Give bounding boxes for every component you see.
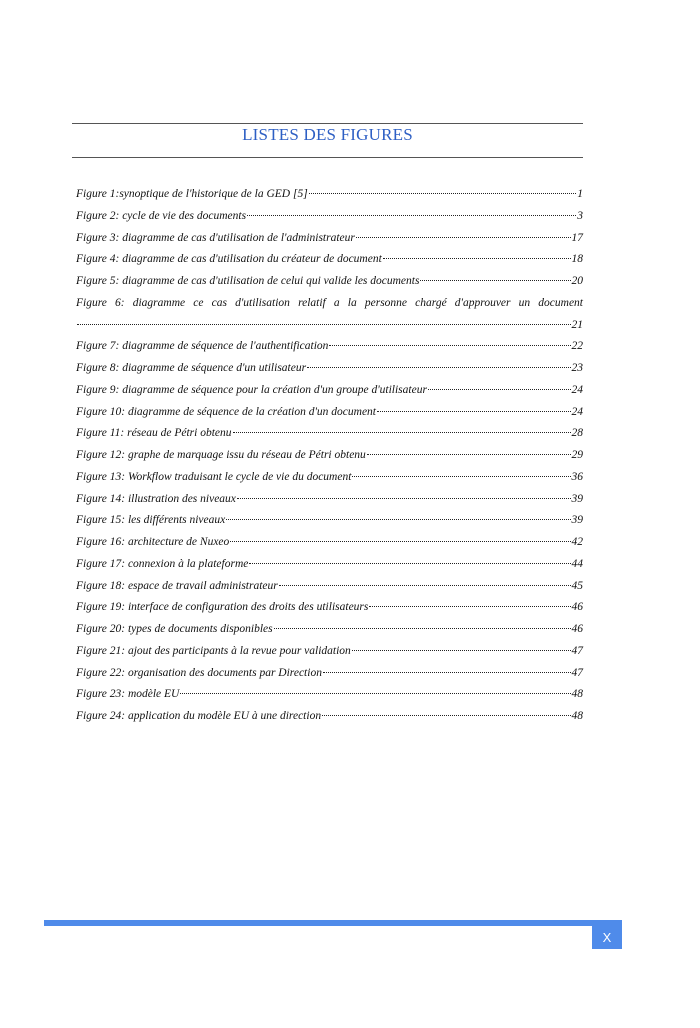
toc-entry-page: 46 — [571, 623, 583, 635]
toc-entry-figure-21[interactable] — [76, 645, 583, 667]
toc-entry-label: Figure 1:synoptique de l'historique de la GED [5] — [76, 188, 308, 200]
toc-entry-page: 1 — [577, 188, 583, 200]
toc-entry-page: 24 — [571, 405, 583, 418]
toc-entry-figure-18[interactable] — [76, 580, 583, 602]
toc-entry-label: Figure 24: application du modèle EU à une direction — [76, 710, 322, 722]
toc-entry-label: Figure 22: organisation des documents par Direction — [76, 666, 322, 679]
toc-entry-figure-19[interactable] — [76, 601, 583, 623]
toc-entry-figure-10[interactable] — [76, 406, 583, 428]
toc-entry-figure-2[interactable] — [76, 210, 583, 232]
toc-entry-label: Figure 12: graphe de marquage issu du réseau de Pétri obtenu — [76, 449, 366, 461]
toc-entry-figure-24[interactable] — [76, 710, 583, 732]
dot-leader — [226, 519, 570, 520]
toc-entry-page: 22 — [571, 340, 583, 353]
toc-entry-page: 47 — [571, 666, 583, 679]
page-number-badge: X — [592, 926, 622, 949]
toc-entry-label: Figure 16: architecture de Nuxeo — [76, 536, 230, 548]
dot-leader — [329, 345, 570, 346]
toc-entry-label: Figure 14: illustration des niveaux — [76, 492, 236, 505]
toc-entry-label: Figure 6: diagramme ce cas d'utilisation relatif a la personne chargé d'approuver un document — [76, 296, 583, 309]
dot-leader — [77, 324, 571, 325]
toc-entry-page: 23 — [571, 362, 583, 374]
page-title: LISTES DES FIGURES — [242, 125, 413, 144]
dot-leader — [233, 432, 571, 433]
toc-entry-page: 29 — [571, 449, 583, 461]
toc-entry-page: 24 — [571, 383, 583, 396]
toc-entry-page: 44 — [571, 557, 583, 570]
dot-leader — [279, 585, 571, 586]
toc-entry-figure-11[interactable] — [76, 427, 583, 449]
dot-leader — [428, 389, 571, 390]
toc-entry-label: Figure 3: diagramme de cas d'utilisation de l'administrateur — [76, 231, 355, 244]
toc-entry-label: Figure 2: cycle de vie des documents — [76, 209, 247, 222]
toc-entry-continuation — [76, 319, 583, 341]
toc-entry-page: 18 — [571, 253, 583, 266]
toc-entry-page: 47 — [571, 644, 583, 657]
dot-leader — [309, 193, 577, 194]
toc-entry-figure-20[interactable] — [76, 623, 583, 645]
toc-entry-figure-16[interactable] — [76, 536, 583, 558]
title-rule-top — [72, 123, 583, 124]
toc-entry-page: 46 — [571, 601, 583, 614]
toc-entry-label: Figure 18: espace de travail administrateur — [76, 579, 278, 592]
toc-entry-label: Figure 8: diagramme de séquence d'un utilisateur — [76, 362, 307, 374]
toc-entry-label: Figure 17: connexion à la plateforme — [76, 557, 249, 570]
dot-leader — [383, 258, 571, 259]
toc-entry-label: Figure 23: modèle EU — [76, 688, 180, 701]
toc-entry-page: 17 — [571, 231, 583, 244]
dot-leader — [237, 498, 571, 499]
dot-leader — [230, 541, 570, 542]
toc-entry-page: 42 — [571, 536, 583, 548]
dot-leader — [352, 476, 570, 477]
dot-leader — [323, 672, 571, 673]
toc-entry-page: 3 — [577, 209, 583, 222]
toc-entry-page: 20 — [571, 275, 583, 287]
toc-entry-page: 45 — [571, 579, 583, 592]
dot-leader — [367, 454, 571, 455]
dot-leader — [420, 280, 570, 281]
toc-entry-figure-8[interactable] — [76, 362, 583, 384]
toc-entry-figure-7[interactable] — [76, 340, 583, 362]
dot-leader — [307, 367, 570, 368]
toc-entry-page: 36 — [571, 470, 583, 483]
toc-entry-figure-9[interactable] — [76, 384, 583, 406]
toc-entry-page: 21 — [571, 318, 583, 331]
toc-entry-page: 39 — [571, 492, 583, 505]
toc-entry-label: Figure 7: diagramme de séquence de l'authentification — [76, 340, 329, 353]
toc-entry-figure-14[interactable] — [76, 493, 583, 515]
toc-entry-figure-3[interactable] — [76, 232, 583, 254]
title-rule-bottom — [72, 157, 583, 158]
toc-entry-figure-6[interactable] — [76, 297, 583, 341]
dot-leader — [369, 606, 570, 607]
toc-entry-label: Figure 19: interface de configuration des droits des utilisateurs — [76, 601, 369, 614]
toc-entry-label: Figure 5: diagramme de cas d'utilisation de celui qui valide les documents — [76, 275, 420, 287]
toc-entry-figure-22[interactable] — [76, 667, 583, 689]
dot-leader — [180, 693, 570, 694]
toc-entry-page: 28 — [571, 427, 583, 440]
toc-entry-figure-5[interactable] — [76, 275, 583, 297]
toc-entry-label: Figure 15: les différents niveaux — [76, 514, 226, 527]
dot-leader — [352, 650, 571, 651]
toc-entry-figure-15[interactable] — [76, 514, 583, 536]
toc-entry-figure-12[interactable] — [76, 449, 583, 471]
dot-leader — [322, 715, 570, 716]
toc-entry-label: Figure 10: diagramme de séquence de la création d'un document — [76, 405, 376, 418]
dot-leader — [247, 215, 576, 216]
toc-entry-label: Figure 9: diagramme de séquence pour la création d'un groupe d'utilisateur — [76, 383, 427, 396]
toc-entry-label: Figure 21: ajout des participants à la revue pour validation — [76, 644, 351, 657]
toc-entry-label: Figure 13: Workflow traduisant le cycle de vie du document — [76, 470, 352, 483]
toc-entry-figure-23[interactable] — [76, 688, 583, 710]
toc-entry-label: Figure 20: types de documents disponibles — [76, 623, 273, 635]
toc-entry-figure-4[interactable] — [76, 253, 583, 275]
toc-entry-figure-13[interactable] — [76, 471, 583, 493]
dot-leader — [274, 628, 571, 629]
footer-accent-bar — [44, 920, 622, 926]
toc-entry-figure-17[interactable] — [76, 558, 583, 580]
figure-list — [76, 188, 583, 732]
dot-leader — [377, 411, 571, 412]
toc-entry-page: 39 — [571, 514, 583, 527]
toc-entry-label: Figure 11: réseau de Pétri obtenu — [76, 427, 232, 440]
toc-entry-page: 48 — [571, 710, 583, 722]
dot-leader — [249, 563, 570, 564]
toc-entry-figure-1[interactable] — [76, 188, 583, 210]
toc-entry-page: 48 — [571, 688, 583, 701]
toc-entry-label: Figure 4: diagramme de cas d'utilisation du créateur de document — [76, 253, 382, 266]
dot-leader — [356, 237, 571, 238]
